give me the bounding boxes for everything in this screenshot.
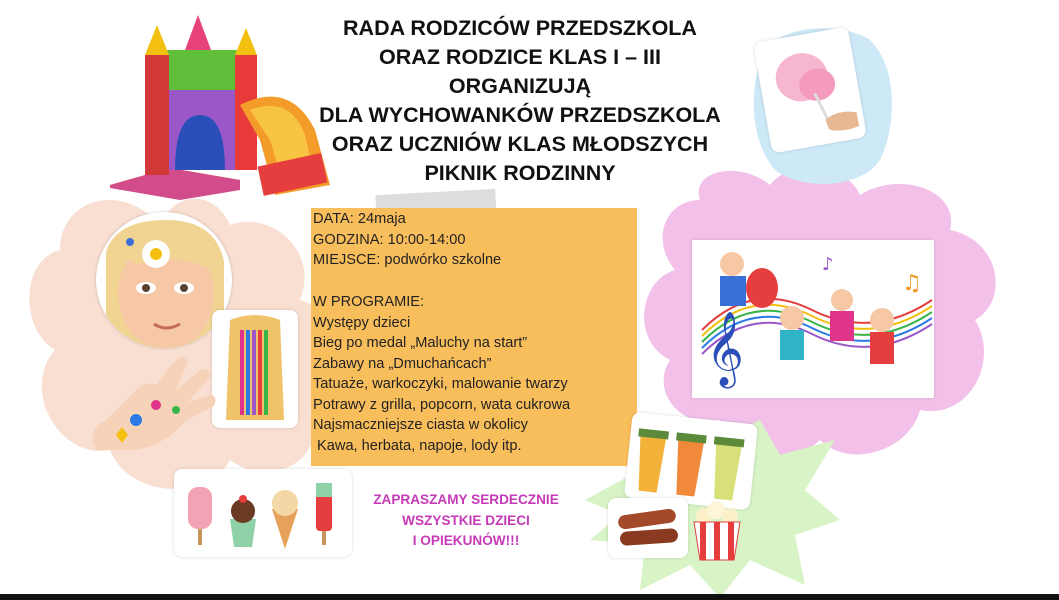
popcorn-icon [686, 500, 748, 562]
invite-line: I OPIEKUNÓW!!! [412, 533, 520, 548]
program-item: Potrawy z grilla, popcorn, wata cukrowa [313, 396, 571, 413]
drinks-card [624, 412, 758, 511]
event-time: GODZINA: 10:00-14:00 [313, 231, 466, 248]
program-item: Kawa, herbata, napoje, lody itp. [313, 437, 522, 454]
ice-cream-icon [174, 469, 352, 557]
invite-line: WSZYSTKIE DZIECI [402, 512, 530, 528]
program-item: Występy dzieci [313, 314, 411, 331]
svg-text:♪: ♪ [822, 254, 834, 275]
sausages-card [608, 498, 688, 558]
program-item: Bieg po medal „Maluchy na start” [313, 335, 528, 351]
program-item: Tatuaże, warkoczyki, malowanie twarzy [313, 376, 568, 392]
program-list [313, 292, 570, 456]
header-line: ORGANIZUJĄ [448, 74, 592, 98]
program-title: W PROGRAMIE: [313, 294, 425, 310]
event-details [313, 209, 501, 271]
header-line: DLA WYCHOWANKÓW PRZEDSZKOLA [319, 103, 721, 127]
bottom-edge-bar [0, 594, 1059, 600]
invite-line: ZAPRASZAMY SERDECZNIE [373, 492, 559, 507]
program-item: Najsmaczniejsze ciasta w okolicy [313, 417, 528, 433]
event-date: DATA: 24maja [313, 211, 406, 227]
cotton-candy-icon [753, 27, 867, 154]
event-place: MIEJSCE: podwórko szkolne [313, 252, 502, 268]
event-header [260, 14, 780, 188]
invitation [356, 490, 576, 552]
svg-text:𝄞: 𝄞 [706, 312, 744, 386]
kids-music-icon [692, 240, 934, 398]
drinks-icon [624, 412, 758, 511]
hand-tattoo-icon [76, 350, 226, 460]
header-line: ORAZ UCZNIÓW KLAS MŁODSZYCH [331, 132, 709, 156]
header-title: PIKNIK RODZINNY [424, 161, 616, 185]
svg-text:♫: ♫ [902, 271, 922, 296]
ice-cream-card [174, 469, 352, 557]
program-item: Zabawy na „Dmuchańcach” [313, 355, 492, 372]
header-line: ORAZ RODZICE KLAS I – III [379, 45, 661, 69]
header-line: RADA RODZICÓW PRZEDSZKOLA [343, 16, 697, 40]
kids-music-card [692, 240, 934, 398]
sausages-icon [608, 498, 688, 558]
cotton-candy-card [753, 27, 867, 154]
